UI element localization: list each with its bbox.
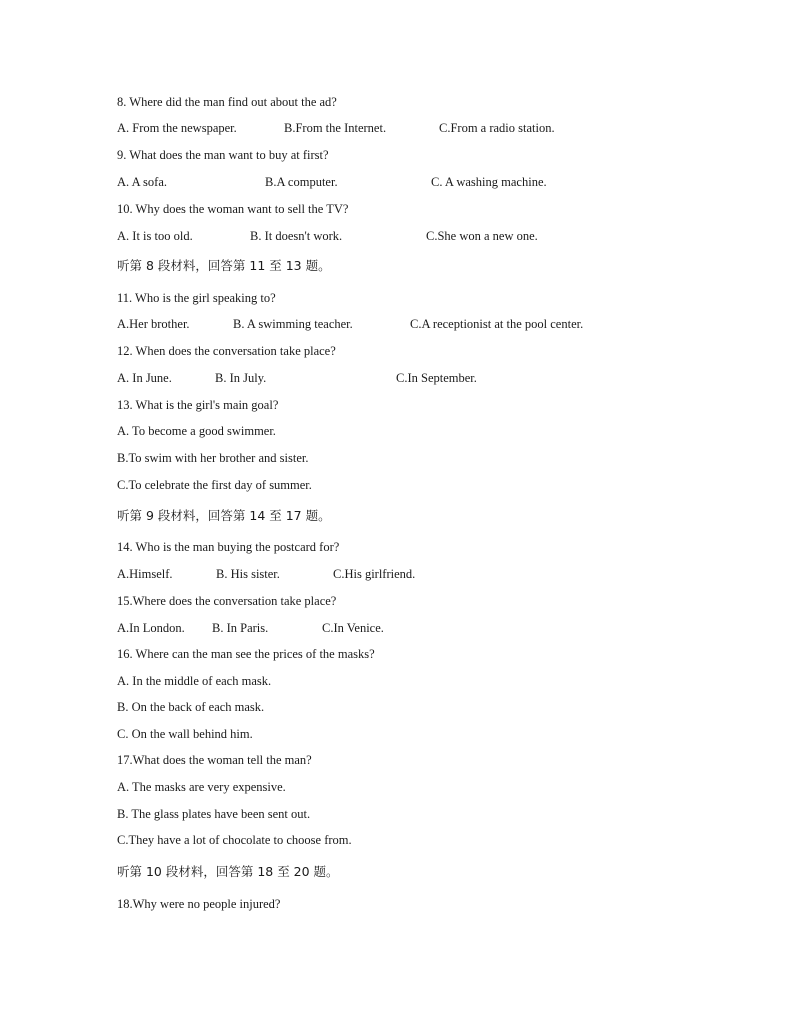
question-9: 9. What does the man want to buy at first? — [117, 148, 329, 162]
q17-option-b: B. The glass plates have been sent out. — [117, 807, 311, 821]
question-16: 16. Where can the man see the prices of the masks? — [117, 647, 375, 661]
q16-option-c: C. On the wall behind him. — [117, 727, 253, 741]
q15-option-c: C.In Venice. — [322, 621, 384, 635]
q15-option-b: B. In Paris. — [212, 621, 269, 635]
q14-option-b: B. His sister. — [216, 567, 280, 581]
q12-option-a: A. In June. — [117, 371, 172, 385]
q13-option-a: A. To become a good swimmer. — [117, 424, 276, 438]
q15-option-a: A.In London. — [117, 621, 185, 635]
question-11: 11. Who is the girl speaking to? — [117, 291, 276, 305]
q10-option-b: B. It doesn't work. — [250, 229, 343, 243]
question-8: 8. Where did the man find out about the ad? — [117, 95, 337, 109]
question-13: 13. What is the girl's main goal? — [117, 398, 279, 412]
q8-option-c: C.From a radio station. — [439, 121, 555, 135]
question-14: 14. Who is the man buying the postcard for? — [117, 540, 340, 554]
q16-option-b: B. On the back of each mask. — [117, 700, 265, 714]
question-10: 10. Why does the woman want to sell the TV? — [117, 202, 349, 216]
q12-option-c: C.In September. — [396, 371, 477, 385]
q17-option-c: C.They have a lot of chocolate to choose from. — [117, 833, 352, 847]
section-heading-8: 听第 8 段材料，回答第 11 至 13 题。 — [117, 258, 331, 273]
q9-option-a: A. A sofa. — [117, 175, 167, 189]
section-heading-10: 听第 10 段材料，回答第 18 至 20 题。 — [117, 864, 339, 879]
question-18: 18.Why were no people injured? — [117, 897, 281, 911]
q17-option-a: A. The masks are very expensive. — [117, 780, 286, 794]
q16-option-a: A. In the middle of each mask. — [117, 674, 272, 688]
q8-option-a: A. From the newspaper. — [117, 121, 237, 135]
q10-option-c: C.She won a new one. — [426, 229, 538, 243]
q9-option-b: B.A computer. — [265, 175, 338, 189]
q13-option-c: C.To celebrate the first day of summer. — [117, 478, 312, 492]
q8-option-b: B.From the Internet. — [284, 121, 387, 135]
q11-option-b: B. A swimming teacher. — [233, 317, 353, 331]
q13-option-b: B.To swim with her brother and sister. — [117, 451, 309, 465]
question-12: 12. When does the conversation take place? — [117, 344, 336, 358]
question-17: 17.What does the woman tell the man? — [117, 753, 312, 767]
q12-option-b: B. In July. — [215, 371, 267, 385]
q10-option-a: A. It is too old. — [117, 229, 193, 243]
q14-option-c: C.His girlfriend. — [333, 567, 416, 581]
q11-option-c: C.A receptionist at the pool center. — [410, 317, 584, 331]
q11-option-a: A.Her brother. — [117, 317, 190, 331]
q9-option-c: C. A washing machine. — [431, 175, 547, 189]
section-heading-9: 听第 9 段材料，回答第 14 至 17 题。 — [117, 508, 331, 523]
q14-option-a: A.Himself. — [117, 567, 173, 581]
question-15: 15.Where does the conversation take place? — [117, 594, 337, 608]
